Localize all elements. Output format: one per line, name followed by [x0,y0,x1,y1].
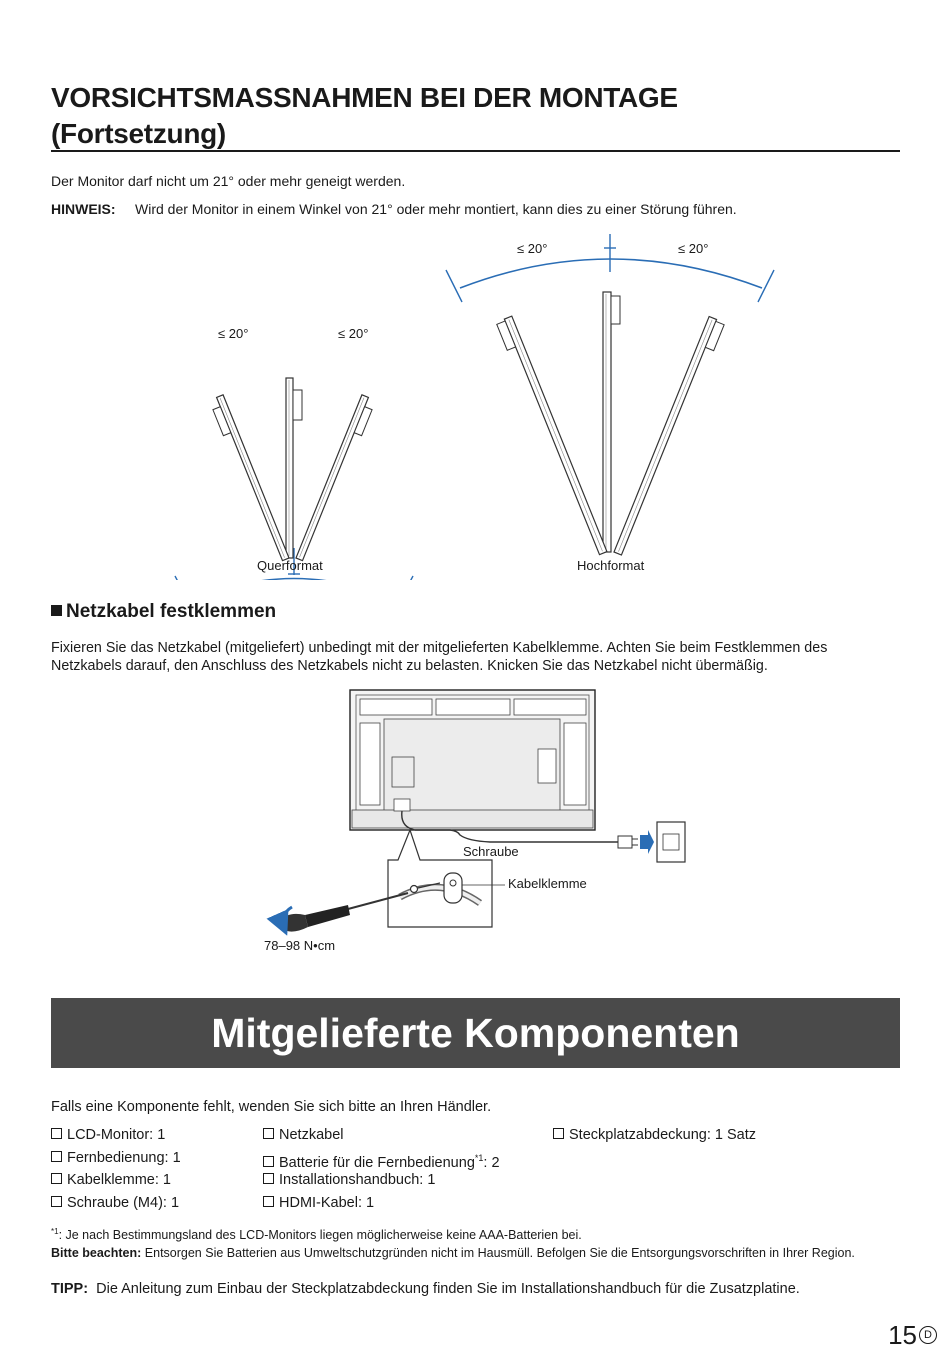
cable-text-line2: Netzkabels darauf, den Anschluss des Netzkabels nicht zu belasten. Knicken Sie das Netzkabel nicht übermäßig. [51,658,768,674]
portrait-left-angle: ≤ 20° [517,241,548,256]
plug-arrow-icon [640,830,654,854]
component-item: Netzkabel [263,1126,343,1144]
component-item: Fernbedienung: 1 [51,1149,181,1167]
screw-icon [411,886,418,893]
power-plug-illustration [618,830,654,854]
battery-note: Bitte beachten: Entsorgen Sie Batterien aus Umweltschutzgründen nicht im Hausmüll. Befolgen Sie die Entsorgungsvorschriften in Ihrer Region. [51,1246,855,1260]
section-bullet-icon [51,605,62,616]
checkbox-icon [263,1156,274,1167]
language-badge: D [919,1326,937,1344]
component-item: Steckplatzabdeckung: 1 Satz [553,1126,756,1144]
portrait-label: Hochformat [577,558,645,573]
cable-section-title [51,601,276,623]
component-item: Kabelklemme: 1 [51,1171,171,1189]
torque-label: 78–98 N•cm [264,938,336,953]
portrait-right-angle: ≤ 20° [678,241,709,256]
checkbox-icon [263,1173,274,1184]
component-item: Installationshandbuch: 1 [263,1171,435,1189]
tip-note: TIPP: Die Anleitung zum Einbau der Steckplatzabdeckung finden Sie im Installationshandbuch für die Zusatzplatine. [51,1281,800,1297]
cable-clamp-diagram [250,685,700,960]
landscape-label: Querformat [257,558,323,573]
landscape-angle-arc [190,579,398,581]
page-number: 15 D [888,1320,937,1351]
checkbox-icon [263,1128,274,1139]
clamp-label: Kabelklemme [508,876,587,891]
checkbox-icon [51,1173,62,1184]
portrait-tilt-illustration [446,234,774,573]
monitor-rear-illustration [350,690,595,830]
hinweis-label: HINWEIS: [51,201,116,217]
landscape-tilt-illustration [175,326,413,580]
cable-section-title-text: Netzkabel festklemmen [66,601,277,622]
checkbox-icon [51,1151,62,1162]
footnote: $^{*1}$: Je nach Bestimmungsland des LCD-Monitors liegen möglicherweise keine AAA-Batterien bei. [51,1227,582,1243]
intro-text: Der Monitor darf nicht um 21° oder mehr geneigt werden. [51,173,406,189]
tilt-diagram [0,230,950,580]
hinweis-text: Wird der Monitor in einem Winkel von 21° oder mehr montiert, kann dies zu einer Störung führen. [135,201,737,217]
component-item: HDMI-Kabel: 1 [263,1194,374,1212]
wall-outlet-illustration [657,822,685,862]
components-intro: Falls eine Komponente fehlt, wenden Sie sich bitte an Ihren Händler. [51,1099,492,1115]
checkbox-icon [51,1196,62,1207]
page-title-line1: VORSICHTSMASSNAHMEN BEI DER MONTAGE [51,82,678,113]
component-item: Schraube (M4): 1 [51,1194,179,1212]
checkbox-icon [553,1128,564,1139]
component-item: LCD-Monitor: 1 [51,1126,165,1144]
landscape-left-angle: ≤ 20° [218,326,249,341]
screw-label: Schraube [463,844,519,859]
page-title [51,80,901,152]
hinweis-note [51,200,116,218]
checkbox-icon [263,1196,274,1207]
portrait-angle-arc [460,259,762,288]
footnote-ref: *1 [474,1153,484,1163]
checkbox-icon [51,1128,62,1139]
cable-text-line1: Fixieren Sie das Netzkabel (mitgeliefert) unbedingt mit der mitgelieferten Kabelklemme. Achten Sie beim Festklemmen des [51,640,828,656]
components-banner: Mitgelieferte Komponenten [51,998,900,1068]
landscape-right-angle: ≤ 20° [338,326,369,341]
page-title-line2: (Fortsetzung) [51,118,226,149]
component-item: Batterie für die Fernbedienung$^{*1}$: 2 [263,1149,500,1172]
title-underline [51,150,900,152]
